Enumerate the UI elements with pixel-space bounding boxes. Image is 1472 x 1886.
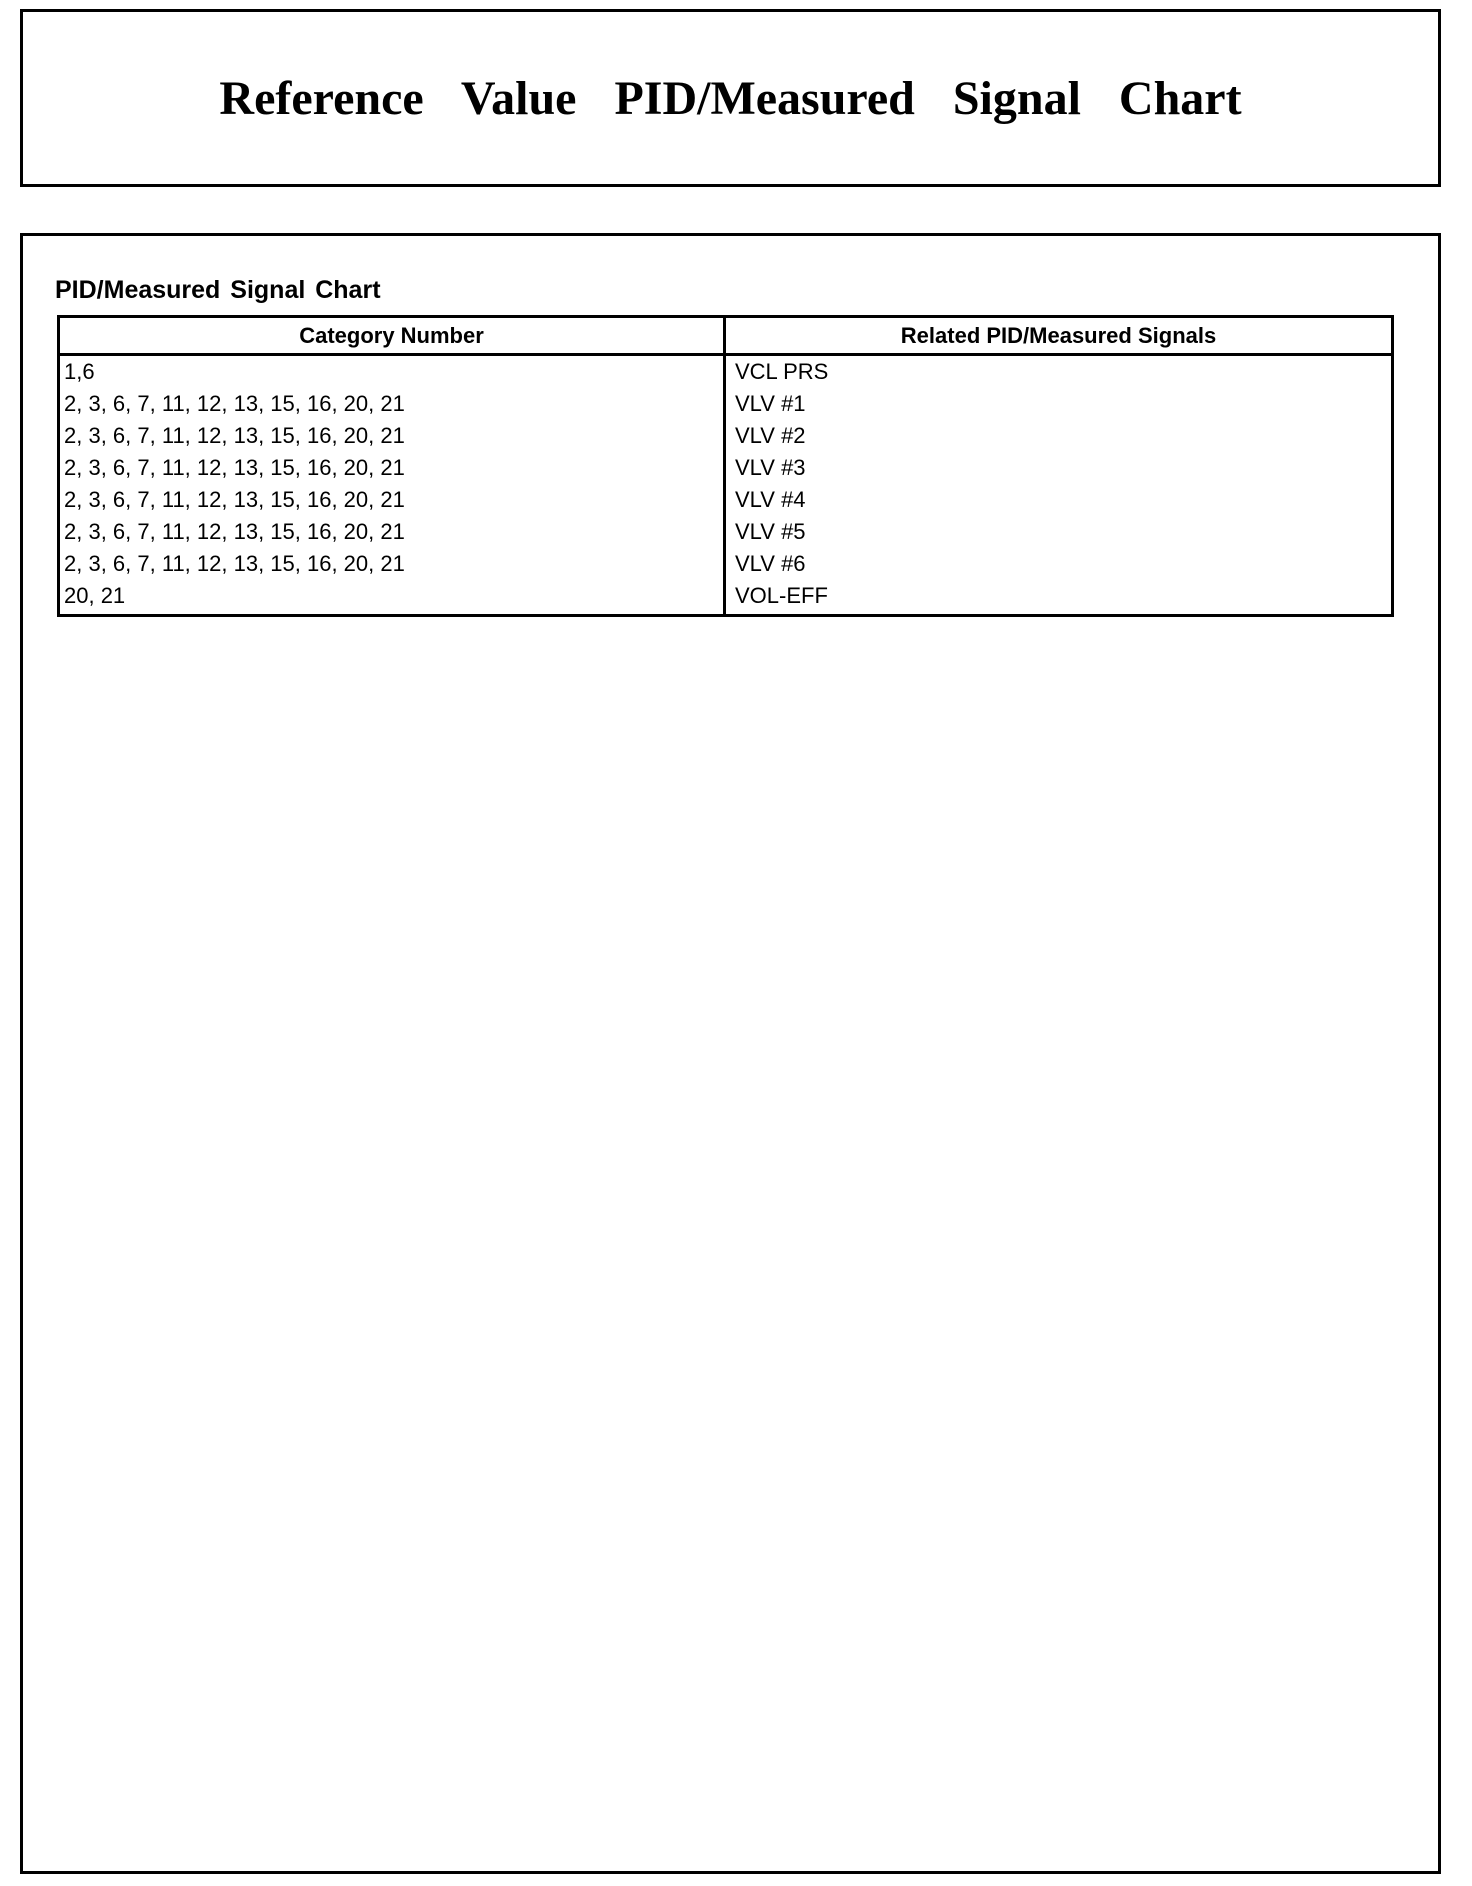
header-category-number: Category Number — [59, 317, 725, 355]
signal-cell: VLV #6 — [735, 551, 806, 576]
category-cell: 1,6 — [59, 355, 725, 389]
table-row — [59, 548, 1393, 580]
section-heading: PID/Measured Signal Chart — [55, 276, 381, 304]
page-title: Reference Value PID/Measured Signal Chart — [219, 71, 1242, 125]
signal-cell: VLV #4 — [735, 487, 806, 512]
category-cell: 2, 3, 6, 7, 11, 12, 13, 15, 16, 20, 21 — [59, 452, 725, 484]
signal-table — [57, 315, 1394, 617]
table-row — [59, 580, 1393, 616]
signal-cell: VLV #2 — [735, 423, 806, 448]
table-header-row — [59, 317, 1393, 355]
table-row — [59, 516, 1393, 548]
table-row — [59, 484, 1393, 516]
category-cell: 20, 21 — [59, 580, 725, 616]
content-box — [20, 233, 1441, 1874]
category-cell: 2, 3, 6, 7, 11, 12, 13, 15, 16, 20, 21 — [59, 484, 725, 516]
category-cell: 2, 3, 6, 7, 11, 12, 13, 15, 16, 20, 21 — [59, 420, 725, 452]
signal-cell: VLV #3 — [735, 455, 806, 480]
category-cell: 2, 3, 6, 7, 11, 12, 13, 15, 16, 20, 21 — [59, 548, 725, 580]
category-cell: 2, 3, 6, 7, 11, 12, 13, 15, 16, 20, 21 — [59, 516, 725, 548]
category-cell: 2, 3, 6, 7, 11, 12, 13, 15, 16, 20, 21 — [59, 388, 725, 420]
table-row — [59, 420, 1393, 452]
title-box — [20, 9, 1441, 187]
signal-cell: VCL PRS — [735, 359, 829, 384]
header-related-signals: Related PID/Measured Signals — [725, 317, 1393, 355]
table-row — [59, 452, 1393, 484]
signal-cell: VLV #1 — [735, 391, 806, 416]
signal-cell: VLV #5 — [735, 519, 806, 544]
signal-cell: VOL-EFF — [735, 583, 828, 608]
table-row — [59, 355, 1393, 389]
table-row — [59, 388, 1393, 420]
